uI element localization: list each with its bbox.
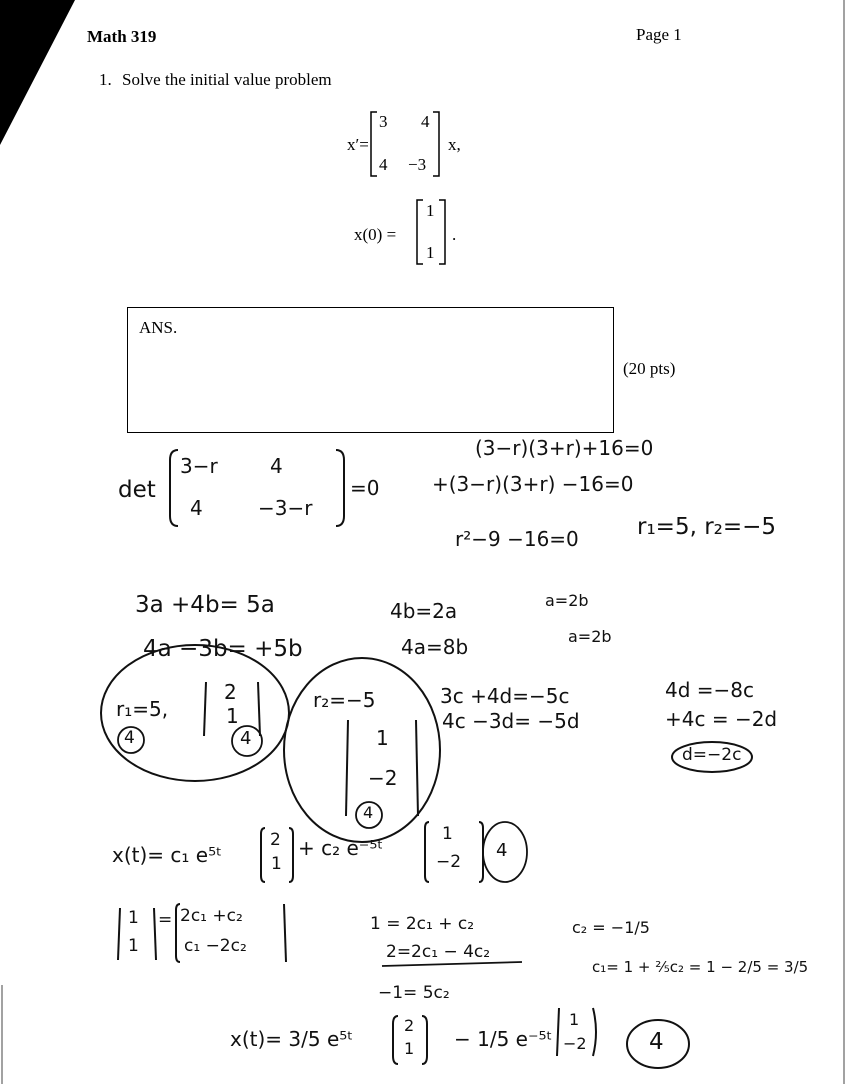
problem-prompt: Solve the initial value problem <box>122 70 332 89</box>
eigvec1-1: 2 <box>224 680 237 704</box>
ic-lhs-vector <box>116 906 160 962</box>
general-v2-1: 1 <box>442 824 453 844</box>
sys1-eq2: 4a −3b= +5b <box>143 636 303 662</box>
matrix-a-21: 4 <box>379 155 388 174</box>
score-d: 4 <box>496 840 508 861</box>
ic-rhs-1: 2c₁ +c₂ <box>180 906 243 926</box>
problem-number: 1. <box>99 70 112 89</box>
eq2-lhs: x(0) = <box>354 225 397 244</box>
r1-label: r₁=5, <box>116 697 169 721</box>
score-c: 4 <box>363 803 374 822</box>
matrix-a-22: −3 <box>408 155 427 174</box>
expand-line-1: (3−r)(3+r)+16=0 <box>475 436 654 460</box>
final-v1-2: 1 <box>404 1039 415 1058</box>
general-solution-lhs: x(t)= c₁ e⁵ᵗ <box>112 843 222 867</box>
c1-value: c₁= 1 + ⅖c₂ = 1 − 2/5 = 3/5 <box>592 958 809 976</box>
ic-lhs-2: 1 <box>128 936 139 956</box>
vector-x0-1: 1 <box>426 201 435 220</box>
ic-line-2: 2=2c₁ − 4c₂ <box>386 942 491 962</box>
general-solution-mid: + c₂ e⁻⁵ᵗ <box>298 836 384 860</box>
eq2-end: . <box>452 225 457 244</box>
sys1-eq6: a=2b <box>568 627 612 646</box>
det-11: 3−r <box>180 454 218 478</box>
ic-rhs-2: c₁ −2c₂ <box>184 936 247 956</box>
general-v1-2: 1 <box>271 854 282 874</box>
score-a: 4 <box>124 728 135 748</box>
page-number: Page 1 <box>636 25 682 44</box>
sys1-eq4: 4a=8b <box>401 635 469 659</box>
eigvec1 <box>202 680 262 738</box>
matrix-a-12: 4 <box>421 112 430 131</box>
final-v1 <box>392 1014 428 1066</box>
ic-lhs-1: 1 <box>128 908 139 928</box>
eigvec1-2: 1 <box>226 704 239 728</box>
final-v2-1: 1 <box>569 1010 580 1029</box>
score-b: 4 <box>240 728 252 749</box>
sys2-eq1: 3c +4d=−5c <box>440 684 570 708</box>
final-lhs: x(t)= 3/5 e⁵ᵗ <box>230 1027 354 1051</box>
general-v2-2: −2 <box>436 852 462 872</box>
matrix-a-11: 3 <box>379 112 388 131</box>
eq1-rhs: x, <box>448 135 461 154</box>
sys1-eq5: a=2b <box>545 591 589 610</box>
sys2-eq5: d=−2c <box>682 745 742 765</box>
sys2-eq4: +4c = −2d <box>665 707 778 731</box>
c2-value: c₂ = −1/5 <box>572 918 650 937</box>
final-mid: − 1/5 e⁻⁵ᵗ <box>454 1027 553 1051</box>
sys1-eq1: 3a +4b= 5a <box>135 592 275 618</box>
det-21: 4 <box>190 496 203 520</box>
eigvec2 <box>344 718 424 818</box>
ic-line-3: −1= 5c₂ <box>378 983 450 1003</box>
final-v2-2: −2 <box>563 1034 587 1053</box>
char-poly: r²−9 −16=0 <box>455 527 579 551</box>
r2-label: r₂=−5 <box>313 688 376 712</box>
general-v1 <box>260 826 294 884</box>
det-22: −3−r <box>258 496 313 520</box>
det-12: 4 <box>270 454 283 478</box>
score-e: 4 <box>649 1029 664 1055</box>
sys1-eq3: 4b=2a <box>390 599 458 623</box>
general-v2 <box>424 820 484 884</box>
det-label: det <box>118 477 156 503</box>
sys2-eq2: 4c −3d= −5d <box>442 709 580 733</box>
expand-line-2: +(3−r)(3+r) −16=0 <box>432 472 634 496</box>
ic-eq: = <box>158 910 173 930</box>
answer-label: ANS. <box>139 318 178 337</box>
vector-x0-2: 1 <box>426 243 435 262</box>
final-v2 <box>555 1006 601 1058</box>
course-title: Math 319 <box>87 27 157 46</box>
det-eq: =0 <box>350 476 380 500</box>
final-v1-1: 2 <box>404 1016 415 1035</box>
sum-underline <box>382 962 522 966</box>
eq1-lhs: x′= <box>347 135 369 154</box>
sys2-eq3: 4d =−8c <box>665 678 755 702</box>
eigenvalues: r₁=5, r₂=−5 <box>637 514 777 540</box>
ic-line-1: 1 = 2c₁ + c₂ <box>370 914 475 934</box>
eigvec2-2: −2 <box>368 766 398 790</box>
ic-rhs-vector <box>174 902 290 964</box>
eigvec2-1: 1 <box>376 726 389 750</box>
points-label: (20 pts) <box>623 359 676 378</box>
general-v1-1: 2 <box>270 830 281 850</box>
